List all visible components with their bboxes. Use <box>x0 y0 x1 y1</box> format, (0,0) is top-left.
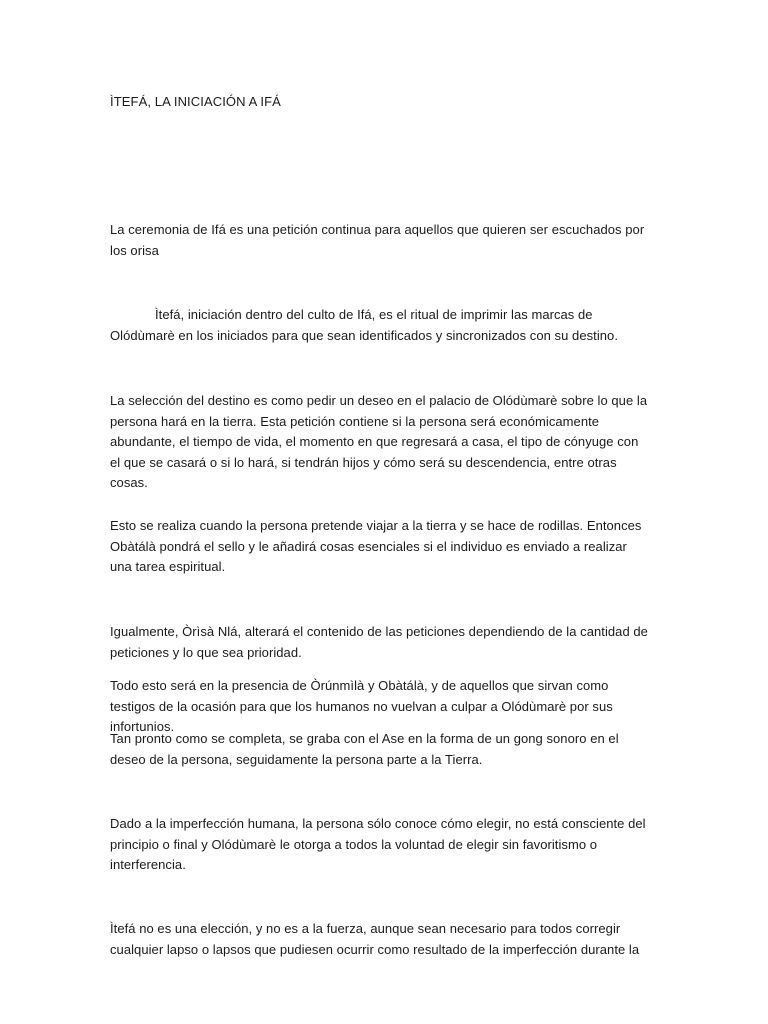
paragraph-ceremony: La ceremonia de Ifá es una petición continua para aquellos que quieren ser escuchados por los orisa <box>110 222 645 258</box>
paragraph-not-a-choice: Ìtefá no es una elección, y no es a la fuerza, aunque sean necesario para todos corregir cualquier lapso o lapsos que pudiesen ocurrir como resultado de la imperfección durante la <box>110 921 640 957</box>
paragraph-kneeling: Esto se realiza cuando la persona pretende viajar a la tierra y se hace de rodillas. Entonces Obàtálà pondrá el sello y le añadirá cosas esenciales si el individuo es enviado a realizar una tarea espiritual. <box>110 518 642 574</box>
paragraph-destiny-selection: La selección del destino es como pedir un deseo en el palacio de Olódùmarè sobre lo que la persona hará en la tierra. Esta petición contiene si la persona será económicamente abundante, el tiempo de vida, el momento en que regresará a casa, el tipo de cónyuge con el que se casará o si lo hará, si tendrán hijos y cómo será su descendencia, entre otras cosas. <box>110 393 648 490</box>
paragraph-ase-gong: Tan pronto como se completa, se graba con el Ase en la forma de un gong sonoro en el deseo de la persona, seguidamente la persona parte a la Tierra. <box>110 731 619 767</box>
paragraph-witnesses: Todo esto será en la presencia de Òrúnmìlà y Obàtálà, y de aquellos que sirvan como testigos de la ocasión para que los humanos no vuelvan a culpar a Olódùmarè por sus infortunios. <box>110 678 613 734</box>
paragraph-imperfection: Dado a la imperfección humana, la persona sólo conoce cómo elegir, no está consciente del principio o final y Olódùmarè le otorga a todos la voluntad de elegir sin favoritismo o interferencia. <box>110 816 646 872</box>
paragraph-itefa-definition: Ìtefá, iniciación dentro del culto de Ifá, es el ritual de imprimir las marcas de Olódùmarè en los iniciados para que sean identificados y sincronizados con su destino. <box>110 307 618 343</box>
paragraph-orisa-nla: Igualmente, Òrìsà Nlá, alterará el contenido de las peticiones dependiendo de la cantidad de peticiones y lo que sea prioridad. <box>110 624 648 660</box>
document-title: ÌTEFÁ, LA INICIACIÓN A IFÁ <box>110 94 281 109</box>
